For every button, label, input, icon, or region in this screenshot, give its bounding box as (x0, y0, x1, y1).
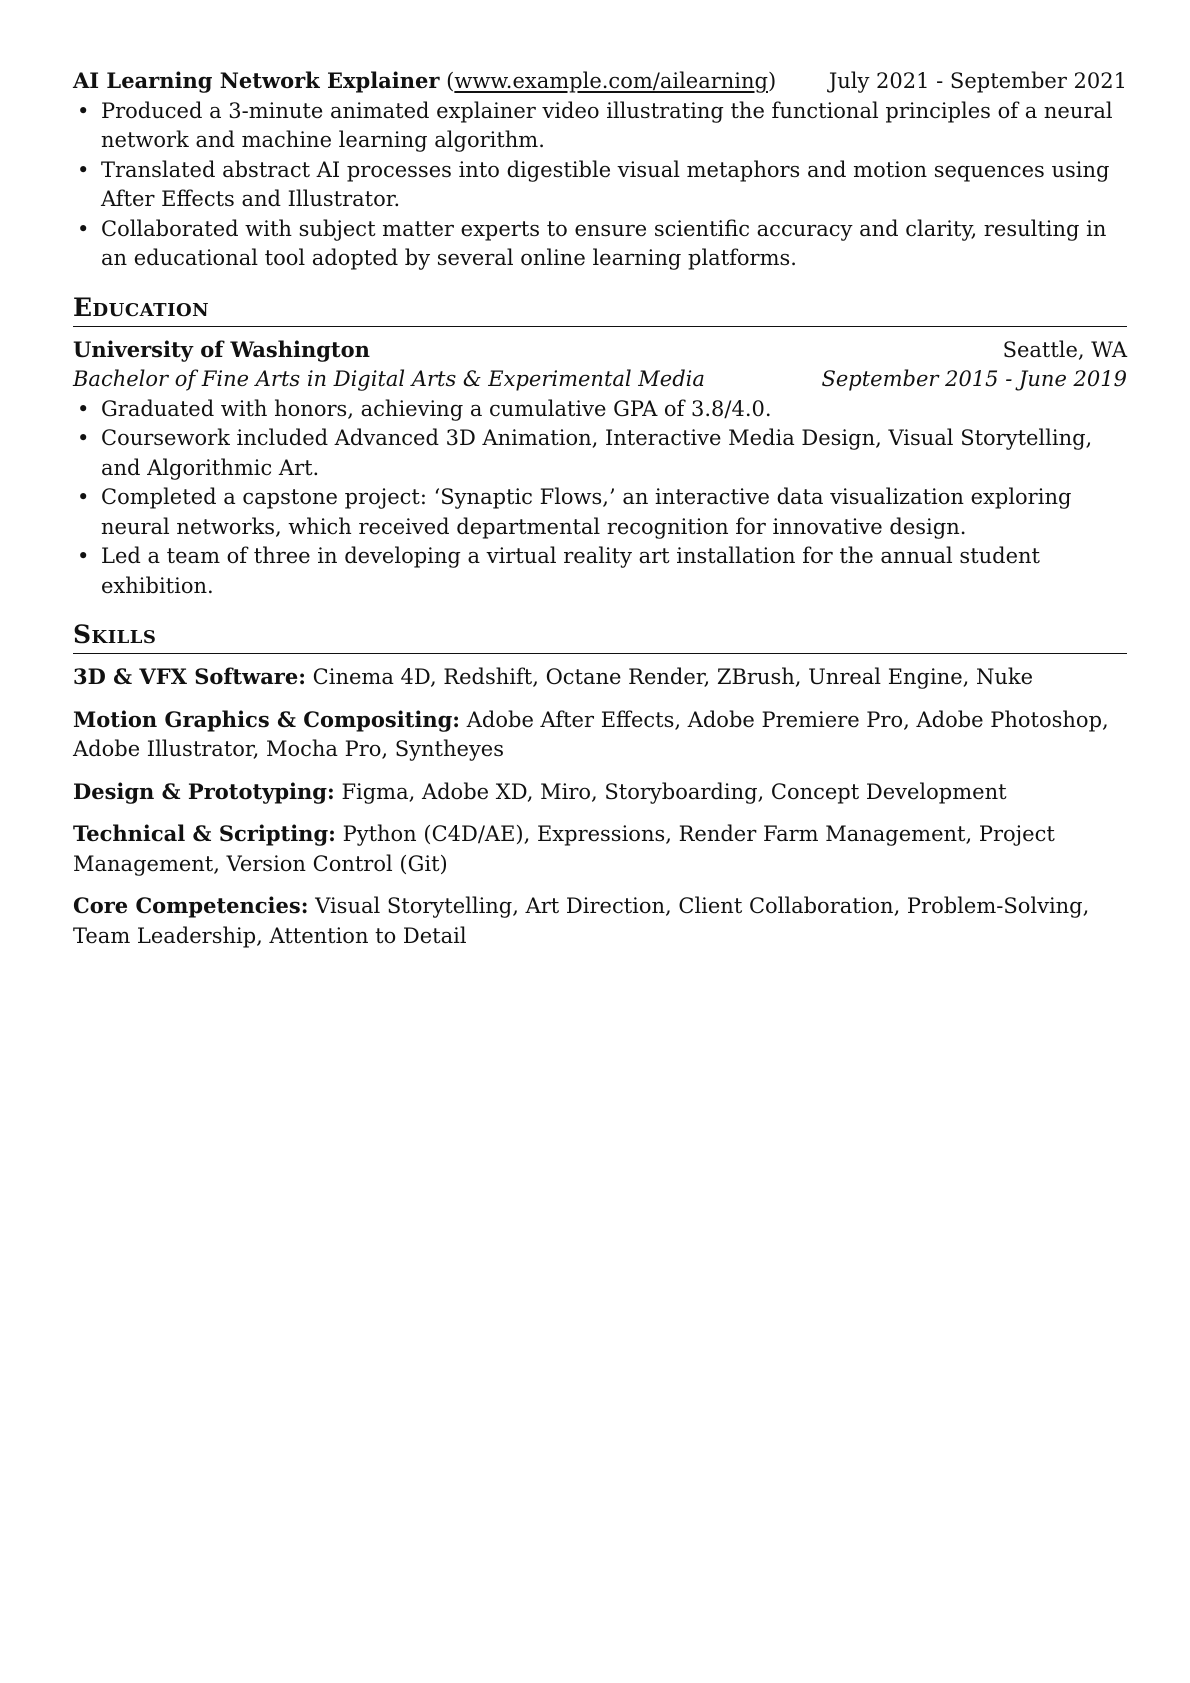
project-header (73, 66, 1127, 97)
project-dates: July 2021 - September 2021 (828, 69, 1127, 93)
bullet-text: Coursework included Advanced 3D Animation, Interactive Media Design, Visual Storytelling, and Algorithmic Art. (101, 426, 1093, 480)
list-item (73, 483, 1127, 542)
bullet-icon: • (77, 216, 90, 241)
list-item (73, 97, 1127, 156)
paren-open: ( (446, 69, 455, 93)
resume-page (73, 66, 1127, 963)
skill-row (73, 891, 1127, 951)
bullet-text: Led a team of three in developing a virtual reality art installation for the annual student exhibition. (101, 544, 1040, 598)
institution-name: University of Washington (73, 336, 370, 362)
list-item (73, 395, 1127, 425)
skill-label: Motion Graphics & Compositing: (73, 706, 461, 732)
skill-value: Python (C4D/AE), Expressions, Render Farm Management, Project Management, Version Control (Git) (73, 822, 1055, 876)
bullet-icon: • (77, 396, 90, 421)
project-title: AI Learning Network Explainer (73, 68, 440, 93)
skill-row (73, 705, 1127, 765)
bullet-text: Collaborated with subject matter experts to ensure scientific accuracy and clarity, resulting in an educational tool adopted by several online learning platforms. (101, 216, 1107, 270)
skills-heading: Skills (73, 619, 1127, 654)
education-dates: September 2015 - June 2019 (821, 367, 1127, 391)
skill-label: Core Competencies: (73, 893, 309, 918)
paren-close: ) (767, 69, 777, 93)
project-url-link[interactable]: www.example.com/ailearning (454, 69, 768, 93)
bullet-icon: • (77, 544, 90, 568)
education-header (73, 335, 1127, 366)
skills-section (73, 662, 1127, 951)
list-item (73, 215, 1127, 274)
skill-row (73, 662, 1127, 693)
bullet-icon: • (77, 98, 90, 123)
skill-value: Visual Storytelling, Art Direction, Client Collaboration, Problem-Solving, Team Leadership, Attention to Detail (73, 894, 1090, 948)
project-title-line (73, 66, 776, 97)
project-entry (73, 66, 1127, 274)
education-section (73, 335, 1127, 602)
list-item (73, 542, 1127, 601)
skill-value: Cinema 4D, Redshift, Octane Render, ZBrush, Unreal Engine, Nuke (312, 665, 1034, 689)
bullet-text: Completed a capstone project: ‘Synaptic Flows,’ an interactive data visualization exploring neural networks, which received departmental recognition for innovative design. (101, 485, 1072, 539)
skill-label: Technical & Scripting: (73, 821, 336, 846)
list-item (73, 424, 1127, 483)
skill-label: 3D & VFX Software: (73, 664, 306, 689)
bullet-icon: • (77, 485, 90, 509)
bullet-text: Translated abstract AI processes into digestible visual metaphors and motion sequences using After Effects and Illustrator. (101, 157, 1110, 211)
institution-location: Seattle, WA (1002, 337, 1127, 362)
skill-value: Figma, Adobe XD, Miro, Storyboarding, Concept Development (341, 779, 1007, 804)
bullet-icon: • (77, 157, 90, 182)
list-item (73, 156, 1127, 215)
bullet-text: Graduated with honors, achieving a cumulative GPA of 3.8/4.0. (101, 396, 772, 421)
project-bullet-list (73, 97, 1127, 274)
skill-row (73, 819, 1127, 879)
education-bullet-list (73, 395, 1127, 602)
bullet-icon: • (77, 426, 90, 450)
bullet-text: Produced a 3-minute animated explainer video illustrating the functional principles of a neural network and machine learning algorithm. (101, 98, 1113, 152)
degree-row (73, 365, 1127, 395)
skill-label: Design & Prototyping: (73, 778, 335, 804)
degree-title: Bachelor of Fine Arts in Digital Arts & Experimental Media (73, 367, 705, 391)
education-heading: Education (73, 292, 1127, 327)
skill-row (73, 777, 1127, 808)
skill-value: Adobe After Effects, Adobe Premiere Pro, Adobe Photoshop, Adobe Illustrator, Mocha Pro, Syntheyes (73, 707, 1109, 761)
